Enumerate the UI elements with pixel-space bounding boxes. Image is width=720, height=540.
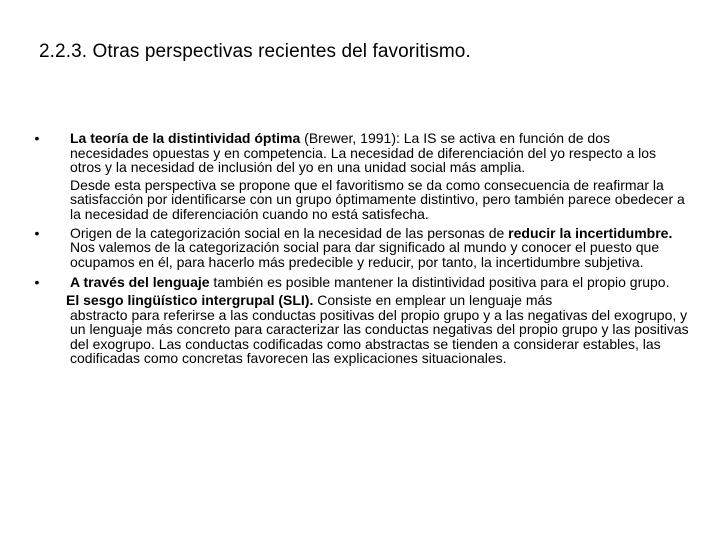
- bullet-description: (Brewer, 1991): La IS se activa en función de dos necesidades opuestas y en competencia. La necesidad de diferenciación del yo respecto a los otros y la necesidad de inclusión del yo en una unidad social más amplia.: [70, 130, 657, 176]
- slide-title: 2.2.3. Otras perspectivas recientes del favoritismo.: [39, 41, 471, 62]
- bullet-icon: •: [34, 130, 40, 146]
- bullet-icon: •: [34, 224, 40, 241]
- bullet-bold-term: A través del lenguaje: [70, 274, 210, 291]
- sli-heading: El sesgo lingüístico intergrupal (SLI).: [66, 291, 314, 308]
- bullet-item-lenguaje: [30, 275, 690, 290]
- bullet-text: [70, 131, 690, 175]
- sli-first-text: Consiste en emplear un lenguaje más: [313, 291, 553, 308]
- bullet-continuation: Desde esta perspectiva se propone que el favoritismo se da como consecuencia de reafirmar la satisfacción por identificarse con un grupo óptimamente distintivo, pero también parece obedecer a la necesidad de diferenciación cuando no está satisfecha.: [70, 176, 685, 222]
- bullet-text: [70, 226, 690, 270]
- sli-rest-text: abstracto para referirse a las conductas positivas del propio grupo y a las negativas del exogrupo, y un lenguaje más concreto para caracterizar las conductas negativas del propio grupo y las positivas del exogrupo. Las conductas codificadas como abstractas se tienden a considerar estables, las codificadas como concretas favorecen las explicaciones situacionales.: [70, 306, 689, 367]
- bullet-bold-term: reducir la incertidumbre.: [508, 224, 673, 241]
- bullet-lead-text: Origen de la categorización social en la necesidad de las personas de: [70, 224, 509, 241]
- bullet-item-incertidumbre: [30, 226, 690, 270]
- bullet-description: Nos valemos de la categorización social para dar significado al mundo y conocer el puesto que ocupamos en él, para hacerlo más predecible y reducir, por tanto, la incertidumbre subjetiva.: [70, 239, 660, 270]
- sli-paragraph: [30, 293, 690, 366]
- bullet-description: también es posible mantener la distintividad positiva para el propio grupo.: [209, 274, 670, 291]
- slide-body: [30, 127, 690, 366]
- bullet-icon: •: [34, 274, 40, 291]
- bullet-item-distintividad: [30, 131, 690, 222]
- sli-first-line: [30, 293, 690, 308]
- bullet-bold-term: La teoría de la distintividad óptima: [70, 130, 301, 146]
- bullet-text: [70, 275, 690, 290]
